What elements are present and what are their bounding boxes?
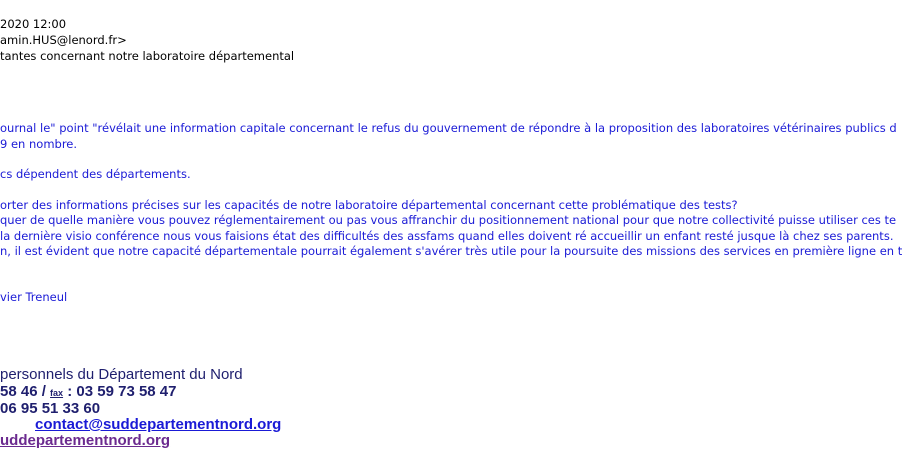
body-line: cs dépendent des départements. bbox=[0, 167, 191, 181]
fax-label: fax bbox=[50, 388, 64, 398]
sent-date: 2020 12:00 bbox=[0, 17, 67, 31]
signature-email-row bbox=[35, 416, 281, 433]
signature-website-row bbox=[0, 432, 170, 449]
sender-name: vier Treneul bbox=[0, 290, 68, 304]
body-line: 9 en nombre. bbox=[0, 137, 78, 151]
sender-address: amin.HUS@lenord.fr> bbox=[0, 33, 127, 47]
body-line: quer de quelle manière vous pouvez réglementairement ou pas vous affranchir du positionnement national pour que notre collectivité puisse utiliser ces te bbox=[0, 213, 897, 227]
signature-phone: 58 46 / bbox=[0, 383, 51, 400]
signature-mobile: 06 95 51 33 60 bbox=[0, 400, 101, 417]
body-line: la dernière visio conférence nous vous faisions état des difficultés des assfams quand elles doivent ré accueillir un enfant resté jusque là chez ses parents. bbox=[0, 229, 894, 243]
body-line: orter des informations précises sur les capacités de notre laboratoire départemental concernant cette problématique des tests? bbox=[0, 198, 738, 212]
email-subject: tantes concernant notre laboratoire départemental bbox=[0, 49, 295, 63]
website-link[interactable]: uddepartementnord.org bbox=[0, 432, 171, 449]
body-line: ournal le" point "révélait une information capitale concernant le refus du gouvernement de répondre à la proposition des laboratoires vétérinaires publics d bbox=[0, 121, 897, 135]
email-link[interactable]: contact@suddepartementnord.org bbox=[35, 416, 282, 433]
signature-org: personnels du Département du Nord bbox=[0, 366, 243, 383]
body-line: n, il est évident que notre capacité départementale pourrait également s'avérer très utile pour la poursuite des missions des services en première ligne en t bbox=[0, 244, 902, 258]
signature-fax: : 03 59 73 58 47 bbox=[63, 383, 177, 400]
